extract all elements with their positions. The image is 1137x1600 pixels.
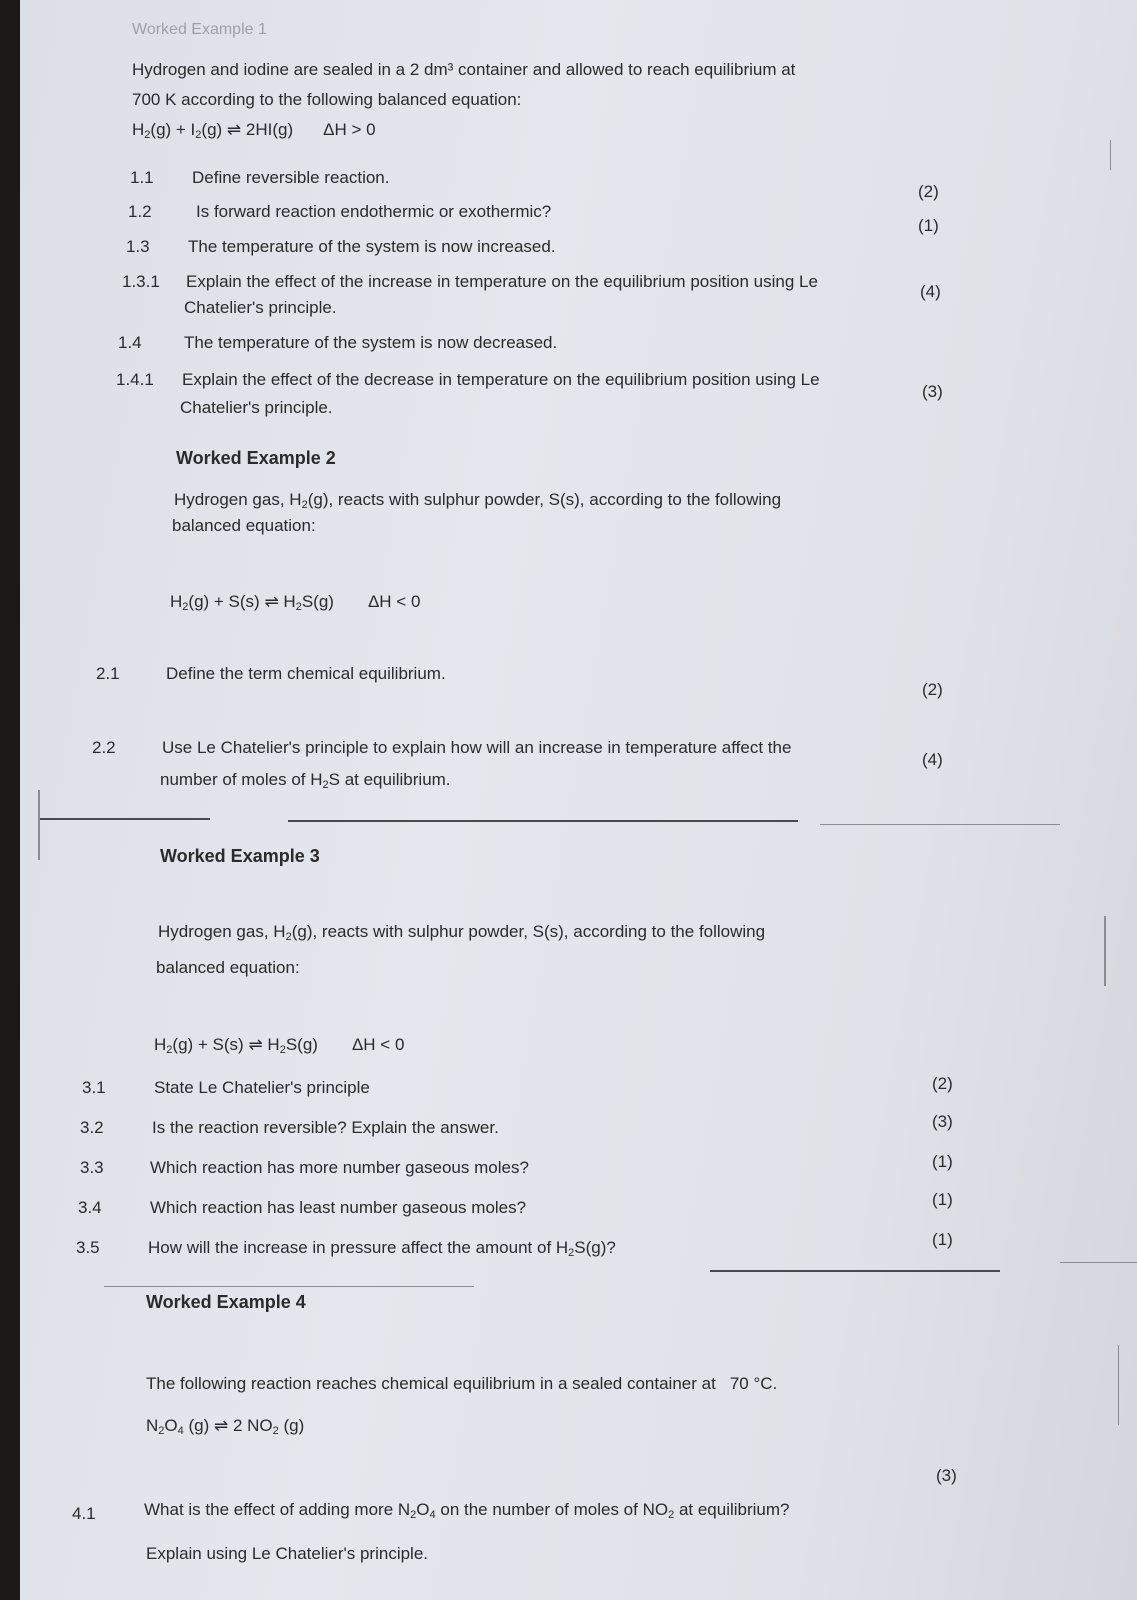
question-text: Is the reaction reversible? Explain the answer. [152,1118,499,1137]
example-2-intro-line2: balanced equation: [172,516,316,535]
example-4-title: Worked Example 4 [146,1292,306,1312]
question-mark: (3) [936,1466,957,1485]
margin-mark [1110,140,1111,170]
example-3-intro-line2: balanced equation: [156,958,300,977]
example-3-title: Worked Example 3 [160,846,320,866]
question-text: Define reversible reaction. [192,168,390,187]
question-text: Which reaction has least number gaseous moles? [150,1198,527,1217]
example-4-equation: $N_2O_4$ (g) ⇌ 2 $NO_2$ (g) [146,1416,305,1437]
question-text: Explain the effect of the decrease in temperature on the equilibrium position using Le [182,370,820,389]
question-mark: (2) [922,680,943,699]
question-number: 1.4 [118,333,142,352]
question-mark: (1) [932,1152,953,1171]
question-text-cont: Explain using Le Chatelier's principle. [146,1544,429,1563]
question-text: How will the increase in pressure affect the amount of $H_2S(g)$? [148,1238,616,1259]
example-2-equation: $H_2(g) + S(s)$ ⇌ $H_2S(g) \Delta H < 0$ [170,592,421,613]
section-divider [710,1270,1000,1272]
section-divider [820,824,1060,825]
question-text: What is the effect of adding more $N_2O_4$ on the number of moles of $NO_2$ at equilibrium? [144,1500,790,1521]
question-text: Explain the effect of the increase in temperature on the equilibrium position using Le [186,272,818,291]
question-text: The temperature of the system is now decreased. [184,333,558,352]
example-2-title: Worked Example 2 [176,448,336,468]
question-text: The temperature of the system is now increased. [188,237,556,256]
question-mark: (2) [918,182,939,201]
question-text-cont: Chatelier's principle. [184,298,337,317]
question-mark: (1) [932,1190,953,1209]
margin-mark [1118,1345,1119,1425]
section-divider [104,1286,474,1287]
question-text-cont: number of moles of $H_2S$ at equilibrium. [160,770,451,791]
example-3-equation: $H_2(g) + S(s)$ ⇌ $H_2S(g) \Delta H < 0$ [154,1035,405,1056]
question-number: 1.2 [128,202,152,221]
question-number: 1.3.1 [122,272,160,291]
question-mark: (1) [918,216,939,235]
question-number: 3.4 [78,1198,102,1217]
question-mark: (1) [932,1230,953,1249]
example-1-intro-line1: Hydrogen and iodine are sealed in a 2 dm³ container and allowed to reach equilibrium at [132,60,796,79]
question-text: Is forward reaction endothermic or exothermic? [196,202,552,221]
question-text: Define the term chemical equilibrium. [166,664,446,683]
question-number: 2.1 [96,664,120,683]
section-divider [1060,1262,1137,1263]
question-text-cont: Chatelier's principle. [180,398,333,417]
example-1-equation: $H_2(g) + I_2(g)$ ⇌ 2HI(g) ΔH > 0 [132,120,376,141]
example-3-intro-line1: Hydrogen gas, $H_2(g)$, reacts with sulphur powder, S(s), according to the following [158,922,766,943]
question-number: 1.4.1 [116,370,154,389]
example-4-intro: The following reaction reaches chemical equilibrium in a sealed container at 70 °C. [146,1374,778,1393]
question-number: 1.3 [126,237,150,256]
question-mark: (2) [932,1074,953,1093]
question-text: Which reaction has more number gaseous moles? [150,1158,529,1177]
section-divider [288,820,798,822]
question-mark: (3) [932,1112,953,1131]
question-mark: (4) [920,282,941,301]
example-1-intro-line2: 700 K according to the following balanced equation: [132,90,522,109]
margin-mark [1104,916,1106,986]
example-2-intro-line1: Hydrogen gas, $H_2(g)$, reacts with sulphur powder, S(s), according to the following [174,490,782,511]
question-text: Use Le Chatelier's principle to explain how will an increase in temperature affect the [162,738,792,757]
question-number: 3.1 [82,1078,106,1097]
worksheet-page [20,0,1137,1600]
example-1-title: Worked Example 1 [132,21,267,38]
question-mark: (4) [922,750,943,769]
question-number: 3.3 [80,1158,104,1177]
margin-line [38,790,40,860]
question-number: 3.5 [76,1238,100,1257]
question-text: State Le Chatelier's principle [154,1078,370,1097]
question-number: 3.2 [80,1118,104,1137]
question-number: 2.2 [92,738,116,757]
question-number: 1.1 [130,168,154,187]
section-divider [40,818,210,820]
question-number: 4.1 [72,1504,96,1523]
question-mark: (3) [922,382,943,401]
